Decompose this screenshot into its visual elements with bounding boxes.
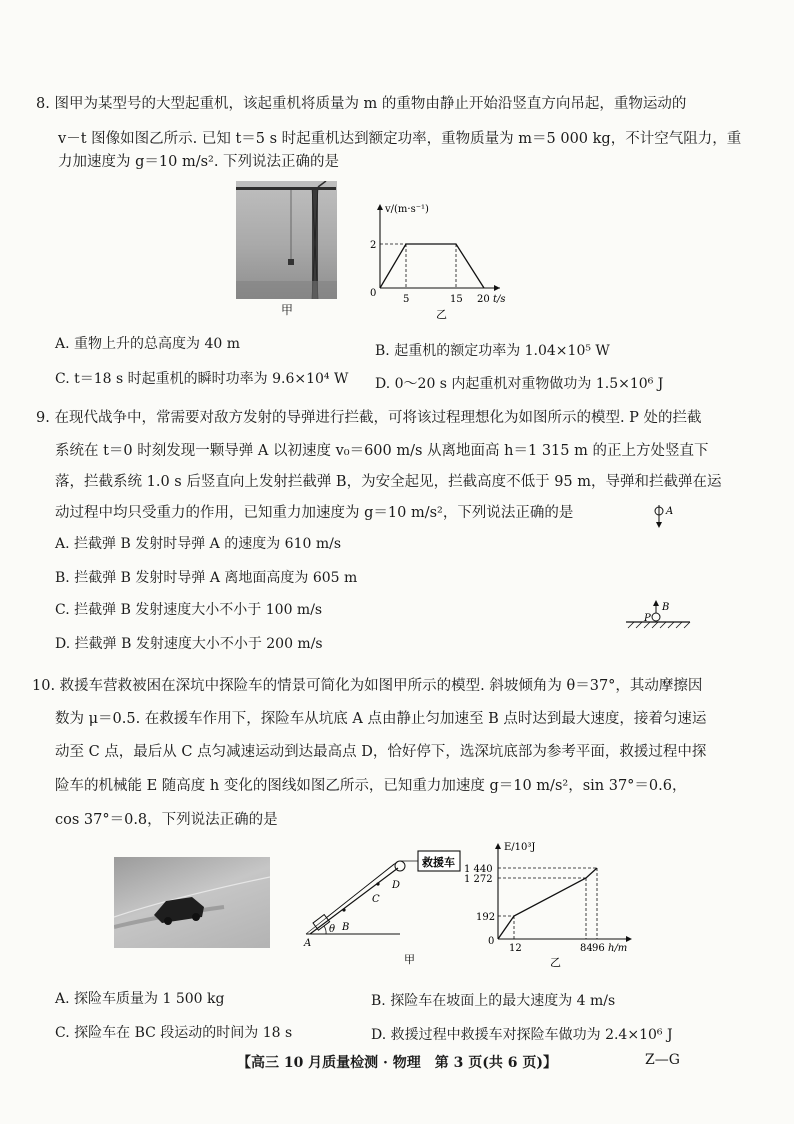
point-b-label: B [342, 922, 350, 933]
q9-option-c[interactable]: C. 拦截弹 B 发射速度大小不小于 100 m/s [55, 602, 323, 618]
q8-x-tick-5: 5 [403, 294, 410, 305]
q8-text-line-1: 8. 图甲为某型号的大型起重机，该起重机将质量为 m 的重物由静止开始沿竖直方向吊起，重物运动的 [36, 96, 687, 112]
q9-option-b[interactable]: B. 拦截弹 B 发射时导弹 A 离地面高度为 605 m [55, 570, 358, 586]
rescue-car-silhouette [114, 857, 270, 948]
q10-x-tick-84: 84 [580, 943, 593, 954]
point-d-label: D [392, 880, 401, 891]
q9-missile-diagram [620, 496, 692, 636]
q8-origin: 0 [370, 288, 377, 299]
q10-option-d[interactable]: D. 救援过程中救援车对探险车做功为 2.4×10⁶ J [371, 1027, 673, 1043]
q10-origin: 0 [488, 936, 495, 947]
q10-fig-yi-caption: 乙 [550, 956, 561, 969]
q9-text-line-2: 系统在 t＝0 时刻发现一颗导弹 A 以初速度 v₀＝600 m/s 从离地面高 h＝1 315 m 的正上方处竖直下 [55, 443, 709, 459]
q10-text-line-4: 险车的机械能 E 随高度 h 变化的图线如图乙所示，已知重力加速度 g＝10 m/s²，sin 37°＝0.6， [55, 778, 687, 794]
q10-y-arrow [495, 843, 501, 849]
q8-option-c[interactable]: C. t＝18 s 时起重机的瞬时功率为 9.6×10⁴ W [55, 371, 349, 387]
q10-x-tick-12: 12 [509, 943, 522, 954]
q10-text-line-3: 动至 C 点，最后从 C 点匀减速运动到达最高点 D，恰好停下，选深坑底部为参考平面，救援过程中探 [55, 744, 707, 760]
q8-option-a[interactable]: A. 重物上升的总高度为 40 m [55, 336, 241, 352]
q8-velocity-line [380, 244, 484, 288]
q10-option-b[interactable]: B. 探险车在坡面上的最大速度为 4 m/s [371, 993, 616, 1009]
q10-energy-line [498, 868, 597, 939]
point-a-label: A [304, 938, 312, 949]
page-footer-code: Z—G [645, 1052, 680, 1068]
q10-energy-graph [462, 836, 644, 971]
label-p: P [644, 613, 651, 624]
q9-option-a[interactable]: A. 拦截弹 B 发射时导弹 A 的速度为 610 m/s [55, 536, 342, 552]
q8-x-tick-15: 15 [450, 294, 463, 305]
q10-option-c[interactable]: C. 探险车在 BC 段运动的时间为 18 s [55, 1025, 293, 1041]
q10-slope-diagram [300, 848, 470, 970]
q8-text-line-3: 力加速度为 g＝10 m/s². 下列说法正确的是 [58, 154, 340, 170]
q8-x-arrow [494, 285, 500, 291]
point-b-dot [342, 908, 345, 911]
q8-y-arrow [377, 204, 383, 210]
crane-photo [236, 181, 337, 299]
q10-x-arrow [626, 936, 632, 942]
q8-x-label: t/s [493, 294, 506, 305]
launcher-p [652, 613, 660, 621]
q8-text-line-2: v－t 图像如图乙所示. 已知 t＝5 s 时起重机达到额定功率，重物质量为 m＝5 000 kg，不计空气阻力，重 [58, 131, 742, 147]
q8-fig-jia-caption: 甲 [281, 303, 294, 317]
q10-text-line-2: 数为 μ＝0.5. 在救援车作用下，探险车从坑底 A 点由静止匀加速至 B 点时达到最大速度，接着匀速运 [55, 711, 707, 727]
q8-vt-graph [360, 198, 520, 322]
q9-text-line-4: 动过程中均只受重力的作用，已知重力加速度为 g＝10 m/s²，下列说法正确的是 [55, 505, 574, 521]
rescue-photo [114, 857, 270, 948]
q8-y-tick-2: 2 [370, 240, 377, 251]
slope-surface [310, 868, 401, 934]
theta-arc [324, 926, 326, 934]
q10-y-tick-1440: 1 440 [464, 864, 493, 875]
rescue-truck-label: 救援车 [422, 856, 455, 869]
point-c-label: C [372, 894, 380, 905]
q9-text-line-3: 落，拦截系统 1.0 s 后竖直向上发射拦截弹 B，为安全起见，拦截高度不低于 95 m，导弹和拦截弹在运 [55, 474, 722, 490]
q10-option-a[interactable]: A. 探险车质量为 1 500 kg [55, 991, 225, 1007]
q9-option-d[interactable]: D. 拦截弹 B 发射速度大小不小于 200 m/s [55, 636, 323, 652]
q8-fig-yi-caption: 乙 [436, 308, 447, 321]
q9-text-line-1: 9. 在现代战争中，常需要对敌方发射的导弹进行拦截，可将该过程理想化为如图所示的模型. P 处的拦截 [36, 410, 702, 426]
label-a: A [666, 506, 674, 517]
page-footer-title: 【高三 10 月质量检测 · 物理 第 3 页(共 6 页)】 [236, 1055, 558, 1071]
q10-text-line-5: cos 37°＝0.8，下列说法正确的是 [55, 812, 278, 828]
crane-silhouette [236, 181, 337, 299]
tow-cable [326, 862, 397, 918]
q8-option-d[interactable]: D. 0～20 s 内起重机对重物做功为 1.5×10⁶ J [375, 376, 664, 392]
missile-b-arrowhead [653, 600, 659, 606]
q10-y-tick-192: 192 [476, 912, 496, 923]
q10-y-label: E/10³J [504, 842, 536, 853]
q8-y-label: v/(m·s⁻¹) [385, 204, 429, 215]
point-c-dot [376, 882, 379, 885]
q10-y-tick-1272: 1 272 [464, 874, 493, 885]
q8-option-b[interactable]: B. 起重机的额定功率为 1.04×10⁵ W [375, 343, 610, 359]
label-b: B [662, 602, 670, 613]
missile-a-arrowhead [656, 522, 662, 528]
q10-x-label: h/m [608, 943, 628, 954]
theta-label: θ [329, 924, 336, 935]
q10-text-line-1: 10. 救援车营救被困在深坑中探险车的情景可简化为如图甲所示的模型. 斜坡倾角为 θ＝37°，其动摩擦因 [32, 678, 703, 694]
q10-fig-jia-caption: 甲 [404, 953, 415, 966]
q8-x-tick-20: 20 [477, 294, 490, 305]
q10-x-tick-96: 96 [592, 943, 605, 954]
ground-hatching [628, 622, 690, 628]
